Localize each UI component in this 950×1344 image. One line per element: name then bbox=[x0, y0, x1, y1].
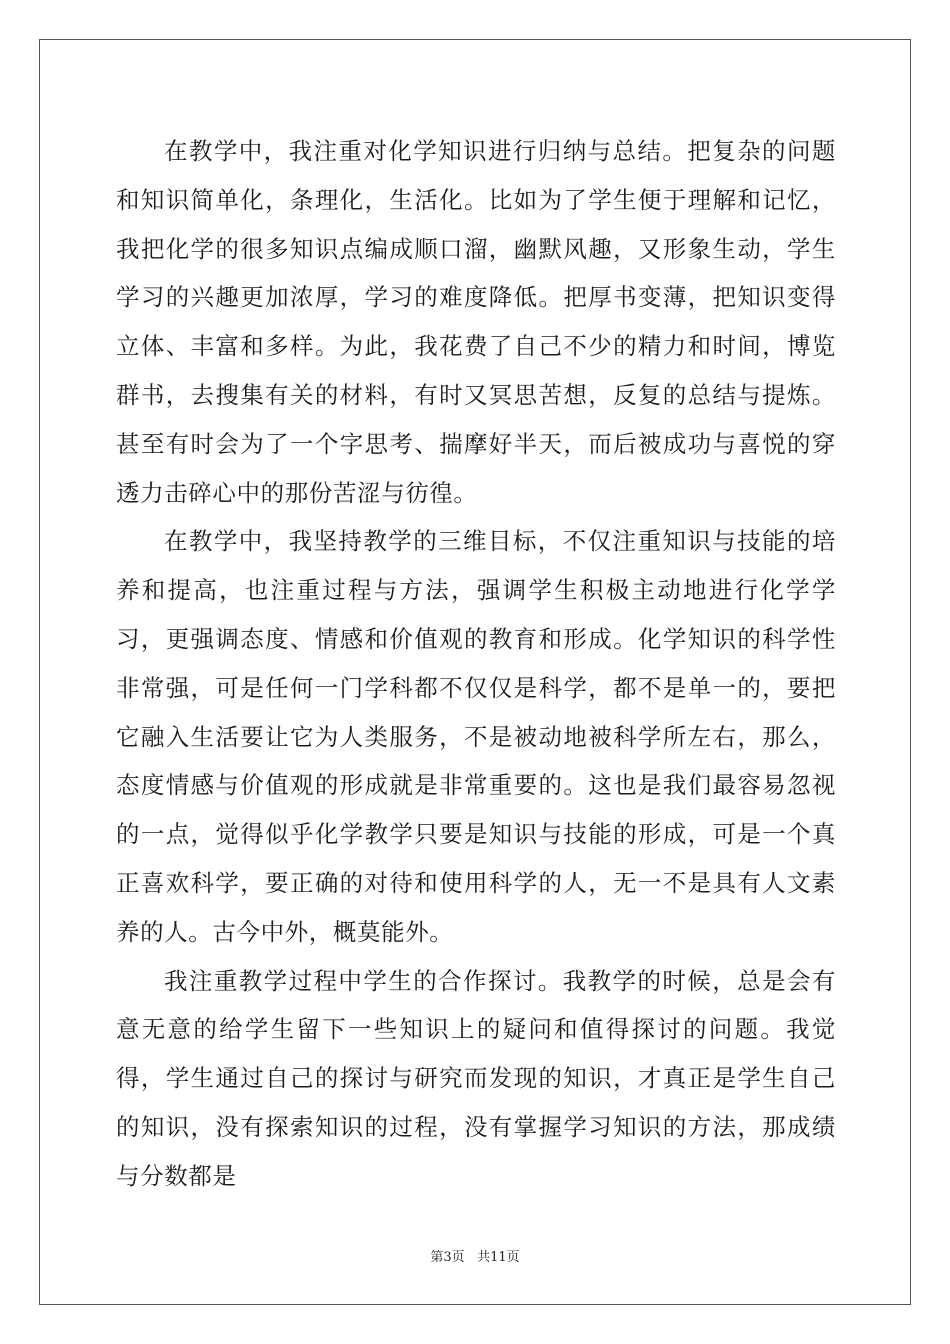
document-body bbox=[116, 127, 836, 1201]
paragraph-3: 我注重教学过程中学生的合作探讨。我教学的时候，总是会有意无意的给学生留下一些知识上的疑问和值得探讨的问题。我觉得，学生通过自己的探讨与研究而发现的知识，才真正是学生自己的知识，没有探索知识的过程，没有掌握学习知识的方法，那成绩与分数都是 bbox=[116, 966, 836, 1190]
page-footer bbox=[0, 1246, 950, 1265]
page-number: 第3页 bbox=[430, 1250, 465, 1265]
page-total: 共11页 bbox=[477, 1250, 520, 1265]
paragraph-1: 在教学中，我注重对化学知识进行归纳与总结。把复杂的问题和知识简单化，条理化，生活化。比如为了学生便于理解和记忆，我把化学的很多知识点编成顺口溜，幽默风趣，又形象生动，学生学习的兴趣更加浓厚，学习的难度降低。把厚书变薄，把知识变得立体、丰富和多样。为此，我花费了自己不少的精力和时间，博览群书，去搜集有关的材料，有时又冥思苦想，反复的总结与提炼。甚至有时会为了一个字思考、揣摩好半天，而后被成功与喜悦的穿透力击碎心中的那份苦涩与彷徨。 bbox=[116, 137, 836, 507]
paragraph-2: 在教学中，我坚持教学的三维目标，不仅注重知识与技能的培养和提高，也注重过程与方法，强调学生积极主动地进行化学学习，更强调态度、情感和价值观的教育和形成。化学知识的科学性非常强，可是任何一门学科都不仅仅是科学，都不是单一的，要把它融入生活要让它为人类服务，不是被动地被科学所左右，那么，态度情感与价值观的形成就是非常重要的。这也是我们最容易忽视的一点，觉得似乎化学教学只要是知识与技能的形成，可是一个真正喜欢科学，要正确的对待和使用科学的人，无一不是具有人文素养的人。古今中外，概莫能外。 bbox=[116, 527, 836, 946]
